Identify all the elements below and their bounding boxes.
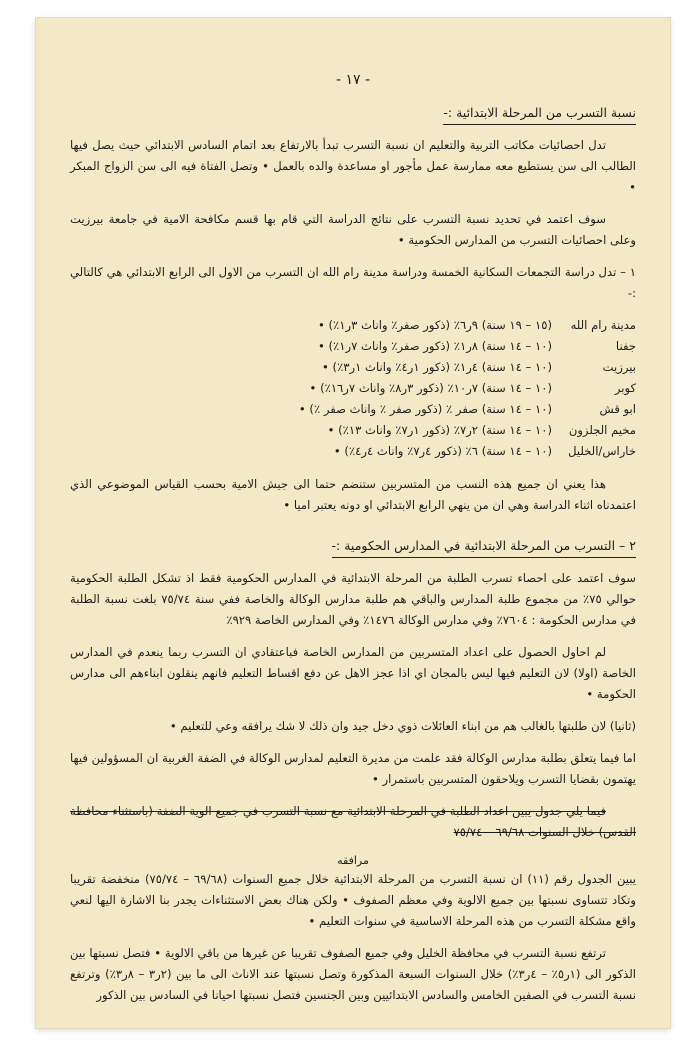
paragraph-8: اما فيما يتعلق بطلبة مدارس الوكالة فقد علمت من مديرة التعليم لمدارس الوكالة في الضفة الغربية ان المسؤولين فيها يهتمون بقضايا التسرب ويلاحقون المتسربين باستمرار • [70,751,636,786]
dropout-rate: (١٥ – ١٩ سنة) ٩ر٦٪ (ذكور صفر٪ واناث ٣ر١٪) • [318,318,552,332]
list-item [70,399,636,420]
paragraph-2: سوف اعتمد في تحديد نسبة التسرب على نتائج الدراسة التي قام بها قسم مكافحة الامية في جامعة بيرزيت وعلى احصائيات التسرب من المدارس الحكومية • [70,212,636,247]
document-page [36,18,670,1028]
handwritten-insertion: مرافقه [337,854,369,867]
paragraph-3: ١ – تدل دراسة التجمعات السكانية الخمسة ودراسة مدينة رام الله ان التسرب من الاول الى الرابع الابتدائي هي كالتالي :- [70,265,636,300]
town-name: ابو قش [599,402,636,416]
town-name: بيرزيت [602,360,636,374]
list-item [70,357,636,378]
dropout-rate: (١٠ – ١٤ سنة) ٦٪ (ذكور ٤ر٧٪ واناث ٤ر٤٪) • [333,444,552,458]
paragraph-4: هذا يعني ان جميع هذه النسب من المتسربين ستنضم حتما الى جيش الامية بحسب القياس الموضوعي الذي اعتمدناه اثناء الدراسة وهي ان من ينهي الرابع الابتدائي او دونه يعتبر اميا • [70,477,636,512]
list-item [70,441,636,462]
list-item [70,378,636,399]
paragraph-10: يبين الجدول رقم (١١) ان نسبة التسرب من المرحلة الابتدائية خلال جميع السنوات (٦٩/٦٨ – ٧٥/٧٤) منخفضة تقريبا وتكاد تتساوى نسبتها بين جميع الالوية وفي معظم الصفوف • ولكن هناك بعض الاستثناءات يجدر بنا الاشارة اليها لنعي واقع مشكلة التسرب من هذه المرحلة الاساسية في سنوات التعليم • [70,872,636,928]
paragraph-7: (ثانيا) لان طلبتها بالغالب هم من ابناء العائلات ذوي دخل جيد وان ذلك لا شك يرافقه وعي للتعليم • [169,719,636,733]
town-name: جفنا [615,339,636,353]
dropout-rate: (١٠ – ١٤ سنة) ٨ر١٪ (ذكور صفر٪ واناث ٧ر١٪) • [318,339,552,353]
dropout-list [70,315,636,462]
dropout-rate: (١٠ – ١٤ سنة) صفر ٪ (ذكور صفر ٪ واناث صفر ٪) • [298,402,552,416]
list-item [70,315,636,336]
section-heading-1: نسبة التسرب من المرحلة الابتدائية :- [443,102,636,125]
dropout-rate: (١٠ – ١٤ سنة) ٧ر١٠٪ (ذكور ٣ر٨٪ واناث ٧ر١٦٪) • [309,381,552,395]
paragraph-11: ترتفع نسبة التسرب في محافظة الخليل وفي جميع الصفوف تقريبا عن غيرها من باقي الالوية • فتصل نسبتها بين الذكور الى (١ر٥٪ – ٤ر٣٪) خلال السنوات السبعة المذكورة وتصل نسبتها عند الاناث الى ما بين (٢ر٣ – ٨ر٣٪) وترتفع نسبة التسرب في الصفين الخامس والسادس الابتدائيين وبين الجنسين فتصل نسبتها احيانا في السادس بين الذكور [70,946,636,1002]
paragraph-1: تدل احصائيات مكاتب التربية والتعليم ان نسبة التسرب تبدأ بالارتفاع بعد اتمام السادس الابتدائي حيث يصل فيها الطالب الى سن يستطيع معه ممارسة عمل مأجور او مساعدة والده بالعمل • وتصل الفتاة فيه الى سن الزواج المبكر • [70,138,636,194]
list-item [70,420,636,441]
town-name: مخيم الجلزون [568,423,636,437]
section-heading-2: ٢ – التسرب من المرحلة الابتدائية في المدارس الحكومية :- [332,535,636,558]
town-name: كوبر [614,381,636,395]
dropout-rate: (١٠ – ١٤ سنة) ٤ر١٪ (ذكور ١ر٤٪ واناث ١ر٣٪) • [322,360,552,374]
struck-paragraph: فيما يلي جدول يبين اعداد الطلبة في المرحلة الابتدائية مع نسبة التسرب في جميع الوية الضفة (باستثناء محافظة القدس) خلال السنوات ٦٩/٦٨ – ٧٥/٧٤ [70,804,636,839]
dropout-rate: (١٠ – ١٤ سنة) ٢ر٧٪ (ذكور ١ر٧٪ واناث ١٣٪) • [327,423,552,437]
town-name: خاراس/الخليل [568,444,636,458]
list-item [70,336,636,357]
page-number: - ١٧ - [335,72,371,88]
paragraph-5: سوف اعتمد على احصاء تسرب الطلبة من المرحلة الابتدائية في المدارس الحكومية فقط اذ تشكل الطلبة الحكومية حوالي ٧٥٪ من مجموع طلبة المدارس والباقي هم طلبة مدارس الوكالة والخاصة ففي سنة ٧٥/٧٤ بلغت نسبة الطلبة في مدارس الحكومة : ٧٦٠٤٪ وفي مدارس الوكالة ١٤٧٦٪ وفي المدارس الخاصة ٩٢٩٪ [70,571,636,627]
town-name: مدينة رام الله [570,318,636,332]
paragraph-6: لم احاول الحصول على اعداد المتسربين من المدارس الخاصة فباعتقادي ان التسرب ربما ينعدم في المدارس الخاصة (اولا) لان التعليم فيها ليس بالمجان اي اذا عجز الاهل عن دفع اقساط التعليم فانهم ينقلون ابناءهم الى مدارس الحكومة • [70,645,636,701]
page-body [70,94,636,1017]
